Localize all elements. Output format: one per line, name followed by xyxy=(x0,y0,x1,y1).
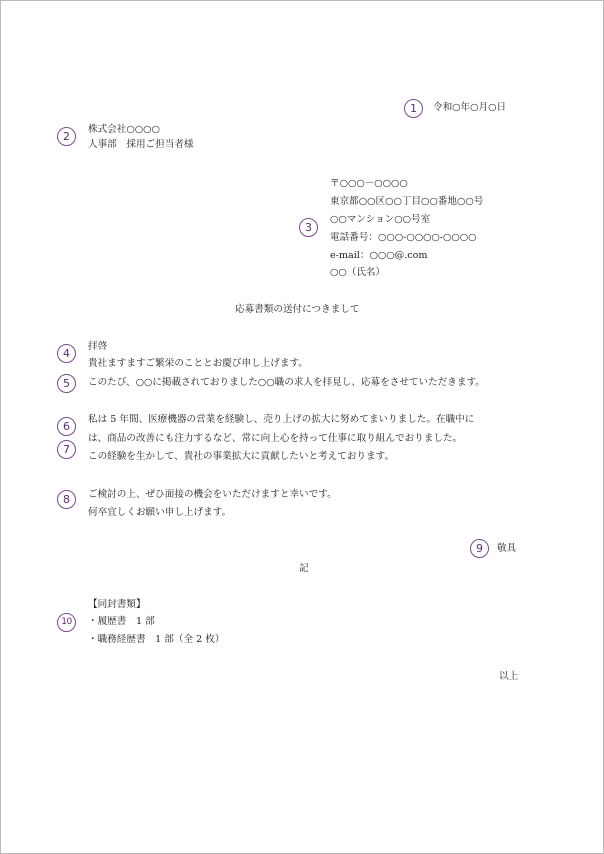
greeting: 拝啓 xyxy=(88,341,108,352)
sign-off: 敬具 xyxy=(497,543,517,554)
end-mark: 以上 xyxy=(499,671,519,682)
body-line-3: この経験を生かして、貴社の事業拡大に貢献したいと考えております。 xyxy=(88,451,395,462)
ki-heading: 記 xyxy=(299,563,309,574)
recipient-company: 株式会社○○○○ xyxy=(88,124,160,135)
sender-phone: 電話番号：○○○-○○○○-○○○○ xyxy=(330,232,477,243)
closing-line-1: ご検討の上、ぜひ面接の機会をいただけますと幸いです。 xyxy=(88,489,337,500)
sender-email: e-mail：○○○@.com xyxy=(330,250,428,261)
marker-8: 8 xyxy=(57,490,76,509)
enclosure-item: ・職務経歴書 1 部（全 2 枚） xyxy=(88,634,225,645)
marker-3: 3 xyxy=(299,218,318,237)
greeting-line: 貴社ますますご繁栄のこととお慶び申し上げます。 xyxy=(88,358,308,369)
subject-title: 応募書類の送付につきまして xyxy=(235,304,360,315)
sender-postal: 〒○○○－○○○○ xyxy=(330,178,408,189)
body-line-1: 私は 5 年間、医療機器の営業を経験し、売り上げの拡大に努めてまいりました。在職中に xyxy=(88,414,475,425)
marker-9: 9 xyxy=(470,539,489,558)
sender-building: ○○マンション○○号室 xyxy=(330,214,431,225)
sender-name: ○○（氏名） xyxy=(330,267,386,278)
marker-10: 10 xyxy=(57,613,76,632)
date: 令和○年○月○日 xyxy=(433,102,507,113)
marker-6: 6 xyxy=(57,417,76,436)
enclosures-heading: 【同封書類】 xyxy=(88,599,146,610)
marker-2: 2 xyxy=(57,127,76,146)
marker-7: 7 xyxy=(57,440,76,459)
sender-address: 東京都○○区○○丁目○○番地○○号 xyxy=(330,196,484,207)
marker-1: 1 xyxy=(404,99,423,118)
enclosure-item: ・履歴書 1 部 xyxy=(88,616,155,627)
intro-line: このたび、○○に掲載されておりました○○職の求人を拝見し、応募をさせていただきます。 xyxy=(88,377,485,388)
marker-5: 5 xyxy=(57,374,76,393)
body-line-2: は、商品の改善にも注力するなど、常に向上心を持って仕事に取り組んでおりました。 xyxy=(88,433,463,444)
closing-line-2: 何卒宜しくお願い申し上げます。 xyxy=(88,507,232,518)
marker-4: 4 xyxy=(57,344,76,363)
recipient-department: 人事部 採用ご担当者様 xyxy=(88,139,194,150)
